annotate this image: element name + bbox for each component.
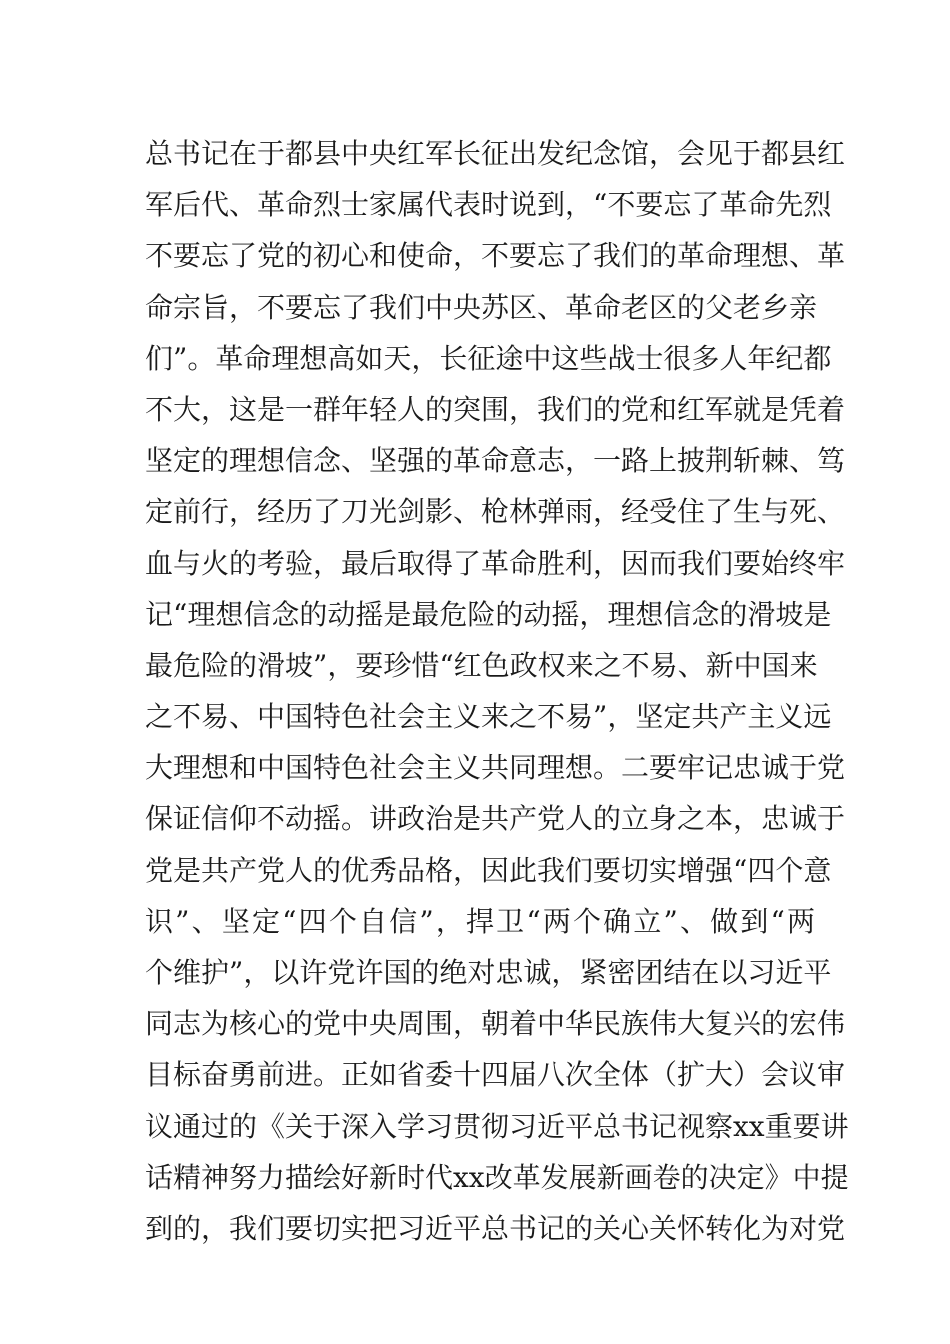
text-line: 大理想和中国特色社会主义共同理想。二要牢记忠诚于党 bbox=[145, 751, 846, 785]
text-line: 总书记在于都县中央红军长征出发纪念馆，会见于都县红 bbox=[145, 137, 846, 170]
text-line: 定前行，经历了刀光剑影、枪林弹雨，经受住了生与死、 bbox=[145, 495, 846, 529]
text-line: 坚定的理想信念、坚强的革命意志，一路上披荆斩棘、笃 bbox=[145, 444, 846, 478]
text-line: 命宗旨，不要忘了我们中央苏区、革命老区的父老乡亲 bbox=[145, 290, 818, 324]
text-line: 血与火的考验，最后取得了革命胜利，因而我们要始终牢 bbox=[145, 546, 846, 580]
text-line: 保证信仰不动摇。讲政治是共产党人的立身之本，忠诚于 bbox=[145, 802, 846, 836]
text-line: 个维护”，以许党许国的绝对忠诚，紧密团结在以习近平 bbox=[145, 956, 832, 989]
text-line: 同志为核心的党中央周围，朝着中华民族伟大复兴的宏伟 bbox=[145, 1007, 846, 1041]
text-line: 话精神努力描绘好新时代xx改革发展新画卷的决定》中提 bbox=[145, 1160, 849, 1194]
text-line: 议通过的《关于深入学习贯彻习近平总书记视察xx重要讲 bbox=[145, 1109, 849, 1143]
text-line: 识”、坚定“四个自信”，捍卫“两个确立”、做到“两 bbox=[145, 904, 815, 938]
text-line: 们”。革命理想高如天，长征途中这些战士很多人年纪都 bbox=[145, 341, 832, 375]
text-line: 目标奋勇前进。正如省委十四届八次全体（扩大）会议审 bbox=[145, 1058, 846, 1092]
text-line: 不要忘了党的初心和使命，不要忘了我们的革命理想、革 bbox=[145, 239, 846, 273]
text-line: 党是共产党人的优秀品格，因此我们要切实增强“四个意 bbox=[145, 853, 832, 887]
text-line: 不大，这是一群年轻人的突围，我们的党和红军就是凭着 bbox=[145, 392, 846, 426]
text-line: 记“理想信念的动摇是最危险的动摇，理想信念的滑坡是 bbox=[145, 597, 832, 631]
text-line: 最危险的滑坡”，要珍惜“红色政权来之不易、新中国来 bbox=[145, 648, 818, 682]
text-line: 军后代、革命烈士家属代表时说到，“不要忘了革命先烈 bbox=[145, 188, 832, 222]
text-line: 之不易、中国特色社会主义来之不易”，坚定共产主义远 bbox=[145, 700, 832, 734]
text-line: 到的，我们要切实把习近平总书记的关心关怀转化为对党 bbox=[145, 1211, 846, 1245]
body-text bbox=[145, 128, 849, 1254]
